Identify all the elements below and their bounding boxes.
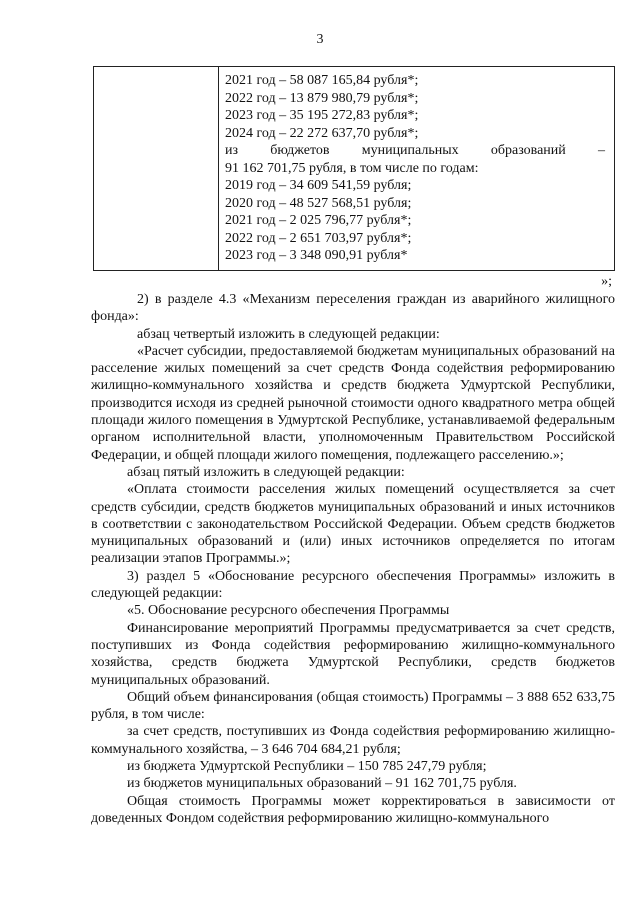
word: из (225, 143, 239, 158)
paragraph: Общая стоимость Программы может корректироваться в зависимости от доведенных Фондом содействия реформированию жилищно-коммунального (91, 793, 615, 826)
paragraph: из бюджета Удмуртской Республики – 150 785 247,79 рубля; (127, 759, 487, 775)
table-line: 2019 год – 34 609 541,59 рубля; (225, 178, 412, 193)
word: – (598, 143, 605, 158)
word: муниципальных (361, 143, 459, 158)
paragraph: 3) раздел 5 «Обоснование ресурсного обеспечения Программы» изложить в следующей редакции: (91, 568, 615, 602)
table-column-divider (218, 67, 219, 270)
table-line: 2021 год – 2 025 796,77 рубля*; (225, 213, 412, 228)
page-number: 3 (316, 32, 324, 47)
paragraph: абзац пятый изложить в следующей редакции: (127, 464, 405, 480)
closing-quote: »; (601, 274, 612, 289)
document-body (91, 291, 615, 827)
table-line: 2022 год – 13 879 980,79 рубля*; (225, 90, 419, 106)
section-heading: «5. Обоснование ресурсного обеспечения Программы (127, 603, 450, 619)
table-line: 2023 год – 3 348 090,91 рубля* (225, 248, 408, 263)
table-line: 2020 год – 48 527 568,51 рубля; (225, 195, 412, 211)
paragraph: «Расчет субсидии, предоставляемой бюджетам муниципальных образований на расселение жилых помещений за счет средств Фонда содействия реформированию жилищно-коммунального хозяйства и средств бюджета Удмуртской Республики, производится исходя из средней рыночной стоимости одного квадратного метра общей площади жилого помещения в Удмуртской Республике, устанавливаемой федеральным органом исполнительной власти, уполномоченным Правительством Российской Федерации, и общей площади жилого помещения, подлежащего расселению.»; (91, 343, 615, 463)
word: образований (490, 143, 566, 158)
paragraph: из бюджетов муниципальных образований – 91 162 701,75 рубля. (127, 776, 517, 792)
word: бюджетов (270, 143, 330, 158)
paragraph: абзац четвертый изложить в следующей редакции: (137, 326, 440, 342)
table-line: 2024 год – 22 272 637,70 рубля*; (225, 125, 419, 141)
paragraph: 2) в разделе 4.3 «Механизм переселения граждан из аварийного жилищного фонда»: (91, 292, 615, 325)
paragraph: за счет средств, поступивших из Фонда содействия реформированию жилищно-коммунального хозяйства, – 3 646 704 684,21 рубля; (91, 724, 615, 757)
table-line: 2021 год – 58 087 165,84 рубля*; (225, 73, 419, 88)
paragraph: Общий объем финансирования (общая стоимость) Программы – 3 888 652 633,75 рубля, в том числе: (91, 689, 615, 723)
paragraph: «Оплата стоимости расселения жилых помещений осуществляется за счет средств субсидии, средств бюджетов муниципальных образований и иных источников в соответствии с законодательством Российской Федерации. Объем средств бюджетов муниципальных образований и (или) иных источников определяется по итогам реализации этапов Программы.»; (91, 482, 615, 567)
table-line: 2022 год – 2 651 703,97 рубля*; (225, 230, 412, 246)
financing-table (93, 66, 615, 271)
table-line-municipal (225, 142, 605, 160)
table-line: 2023 год – 35 195 272,83 рубля*; (225, 108, 419, 123)
table-line: 91 162 701,75 рубля, в том числе по годам: (225, 160, 479, 176)
paragraph: Финансирование мероприятий Программы предусматривается за счет средств, поступивших из Фонда содействия реформированию жилищно-коммунального хозяйства, средств бюджета Удмуртской Республики, средств бюджетов муниципальных образований. (91, 620, 615, 688)
table-cell-amounts (225, 72, 605, 265)
